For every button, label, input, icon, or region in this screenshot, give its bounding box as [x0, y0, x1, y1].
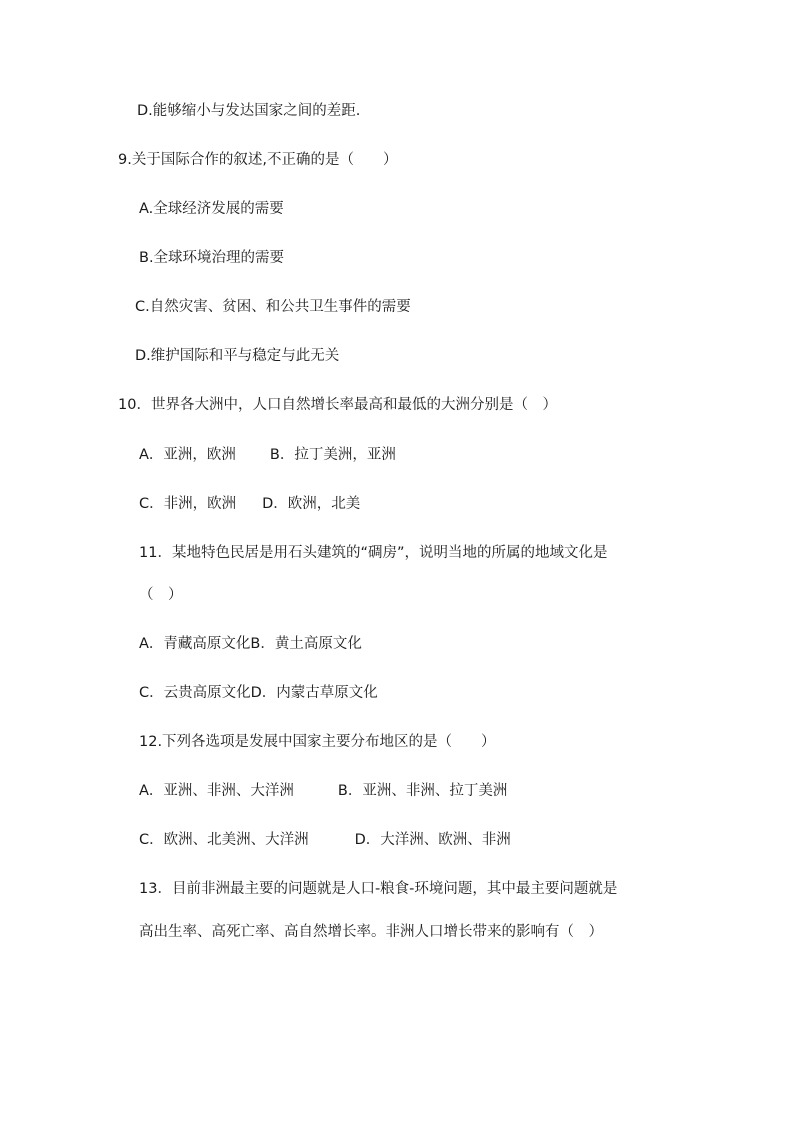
q12-options-row-1 — [139, 781, 507, 801]
q9-stem: 9.关于国际合作的叙述,不正确的是（ ） — [118, 152, 398, 168]
q9-option-d: D.维护国际和平与稳定与此无关 — [135, 348, 340, 364]
q12-option-a: A．亚洲、非洲、大洋洲 — [139, 783, 294, 799]
q11-options-ab: A．青藏高原文化B．黄土高原文化 — [139, 636, 362, 652]
q9-option-c: C.自然灾害、贫困、和公共卫生事件的需要 — [135, 299, 411, 315]
q12-option-c: C．欧洲、北美洲、大洋洲 — [139, 832, 309, 848]
q11-options-cd: C．云贵高原文化D．内蒙古草原文化 — [139, 685, 378, 701]
q12-option-d: D．大洋洲、欧洲、非洲 — [354, 832, 511, 848]
q11-stem: 11．某地特色民居是用石头建筑的“碉房”，说明当地的所属的地域文化是 — [139, 545, 608, 561]
q12-stem: 12.下列各选项是发展中国家主要分布地区的是（ ） — [139, 734, 496, 750]
q10-option-a: A．亚洲，欧洲 — [139, 447, 236, 463]
q9-option-a: A.全球经济发展的需要 — [139, 201, 284, 217]
q10-option-c: C．非洲，欧洲 — [139, 496, 237, 512]
q12-options-row-2 — [139, 830, 511, 850]
q10-stem: 10．世界各大洲中，人口自然增长率最高和最低的大洲分别是（ ） — [118, 397, 557, 413]
q12-option-b: B．亚洲、非洲、拉丁美洲 — [337, 783, 508, 799]
q10-option-d: D．欧洲，北美 — [262, 496, 361, 512]
q8-option-d: D.能够缩小与发达国家之间的差距. — [137, 103, 361, 119]
q10-options-row-2 — [139, 494, 360, 514]
q13-stem-line-2: 高出生率、高死亡率、高自然增长率。非洲人口增长带来的影响有（ ） — [139, 924, 603, 940]
q10-options-row-1 — [139, 445, 396, 465]
q11-answer-paren: （ ） — [139, 587, 183, 603]
q13-stem-line-1: 13．目前非洲最主要的问题就是人口-粮食-环境问题，其中最主要问题就是 — [139, 881, 618, 897]
q10-option-b: B．拉丁美洲，亚洲 — [269, 447, 396, 463]
q9-option-b: B.全球环境治理的需要 — [139, 250, 285, 266]
